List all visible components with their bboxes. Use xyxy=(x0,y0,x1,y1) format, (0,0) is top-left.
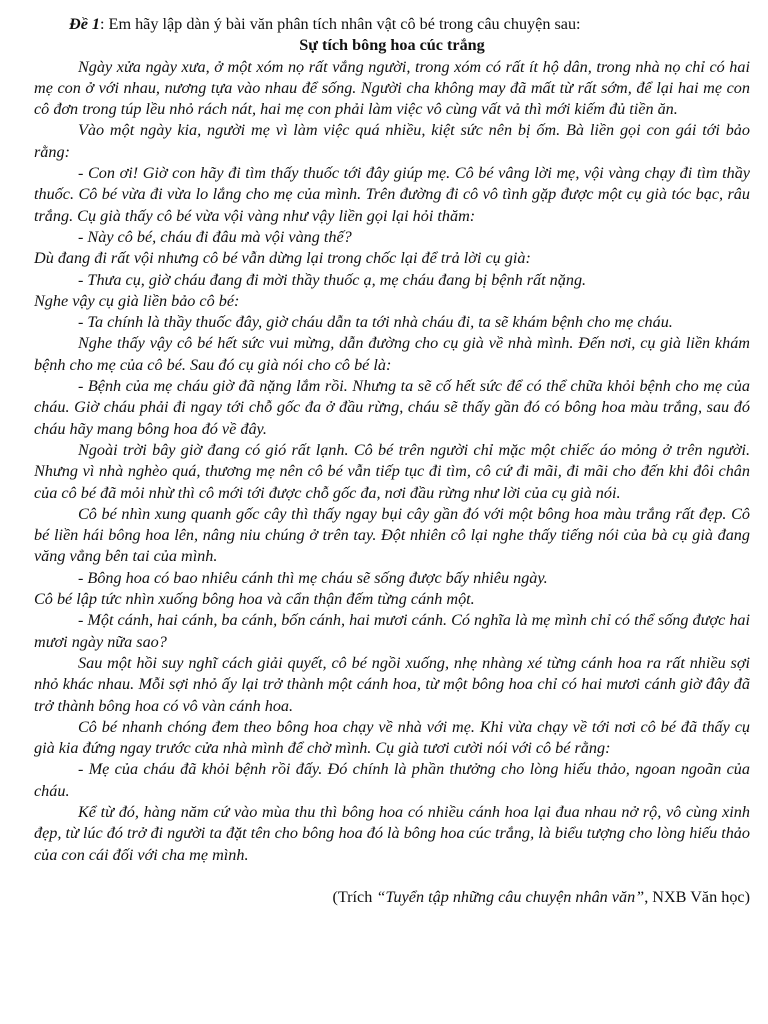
assignment-prompt xyxy=(34,14,750,35)
story-paragraph: - Bông hoa có bao nhiêu cánh thì mẹ cháu sẽ sống được bấy nhiêu ngày. xyxy=(78,568,548,587)
story-paragraph: - Mẹ của cháu đã khỏi bệnh rồi đấy. Đó chính là phần thưởng cho lòng hiếu thảo, ngoan ngoãn của cháu. xyxy=(34,760,750,800)
story-paragraph: Nghe vậy cụ già liền bảo cô bé: xyxy=(34,291,240,310)
story-paragraph: - Ta chính là thầy thuốc đây, giờ cháu dẫn ta tới nhà cháu đi, ta sẽ khám bệnh cho mẹ cháu. xyxy=(78,313,673,332)
story-paragraph: Nghe thấy vậy cô bé hết sức vui mừng, dẫn đường cho cụ già về nhà mình. Đến nơi, cụ già liền khám bệnh cho mẹ của cô bé. Sau đó cụ già nói cho cô bé là: xyxy=(34,334,750,374)
source-prefix: (Trích xyxy=(332,887,377,906)
source-publisher: , NXB Văn học) xyxy=(644,887,750,906)
story-paragraph: - Con ơi! Giờ con hãy đi tìm thấy thuốc tới đây giúp mẹ. Cô bé vâng lời mẹ, vội vàng chạy đi tìm thầy thuốc. Cô bé vừa đi vừa lo lắng cho mẹ của mình. Trên đường đi cô vô tình gặp được một cụ già tóc bạc, râu trắng. Cụ già thấy cô bé vừa vội vàng như vậy liền gọi lại hỏi thăm: xyxy=(34,164,750,225)
story-paragraph: Cô bé nhìn xung quanh gốc cây thì thấy ngay bụi cây gần đó với một bông hoa màu trắng rất đẹp. Cô bé liền hái bông hoa lên, nâng niu chúng ở trên tay. Đột nhiên cô lại nghe thấy tiếng nói của bà cụ già đang văng vẳng bên tai của mình. xyxy=(34,504,750,566)
source-book-title: “Tuyển tập những câu chuyện nhân văn” xyxy=(376,887,645,906)
story-paragraph: - Thưa cụ, giờ cháu đang đi mời thầy thuốc ạ, mẹ cháu đang bị bệnh rất nặng. xyxy=(78,270,587,289)
story-paragraph: Ngày xửa ngày xưa, ở một xóm nọ rất vắng người, trong xóm có rất ít hộ dân, trong nhà nọ chỉ có hai mẹ con ở với nhau, nương tựa vào nhau để sống. Người cha không may đã mất từ rất sớm, để lại hai mẹ con cô đơn trong túp lều nhỏ rách nát, hai mẹ con phải làm việc vô cùng vất vả thì mới kiếm đủ tiền ăn. xyxy=(34,57,750,119)
prompt-text: : Em hãy lập dàn ý bài văn phân tích nhân vật cô bé trong câu chuyện sau: xyxy=(100,15,581,33)
story-title: Sự tích bông hoa cúc trắng xyxy=(299,36,485,55)
prompt-label: Đề 1 xyxy=(69,15,101,33)
story-paragraph: Sau một hồi suy nghĩ cách giải quyết, cô bé ngồi xuống, nhẹ nhàng xé từng cánh hoa ra rất nhiều sợi nhỏ khác nhau. Mỗi sợi nhỏ ấy lại trở thành một cánh hoa, từ một bông hoa chỉ có hai mươi cánh giờ đây đã trở thành bông hoa có vô vàn cánh hoa. xyxy=(34,653,750,715)
story-paragraph: Dù đang đi rất vội nhưng cô bé vẫn dừng lại trong chốc lại để trả lời cụ già: xyxy=(34,249,531,268)
story-paragraph: - Một cánh, hai cánh, ba cánh, bốn cánh, hai mươi cánh. Có nghĩa là mẹ mình chỉ có thể sống được hai mươi ngày nữa sao? xyxy=(34,611,751,651)
story-paragraph: Vào một ngày kia, người mẹ vì làm việc quá nhiều, kiệt sức nên bị ốm. Bà liền gọi con gái tới bảo rằng: xyxy=(34,121,750,161)
story-paragraph: Ngoài trời bây giờ đang có gió rất lạnh. Cô bé trên người chỉ mặc một chiếc áo mỏng ở trên người. Nhưng vì nhà nghèo quá, thương mẹ nên cô bé vẫn tiếp tục đi tìm, cô cứ đi mãi, đi mãi cho đến khi đôi chân của cô bé đã mỏi nhừ thì cô mới tới được chỗ gốc đa, nơi đầu rừng như lời của cụ già nói. xyxy=(34,440,750,502)
source-citation xyxy=(34,887,750,908)
story-paragraph: - Bệnh của mẹ cháu giờ đã nặng lắm rồi. Nhưng ta sẽ cố hết sức để có thể chữa khỏi bệnh cho mẹ của cháu. Giờ cháu phải đi ngay tới chỗ gốc đa ở đầu rừng, cháu sẽ thấy gần đó có bông hoa màu trắng, sau đó cháu hãy mang bông hoa đó về đây. xyxy=(34,377,750,438)
story-paragraph: Kể từ đó, hàng năm cứ vào mùa thu thì bông hoa có nhiều cánh hoa lại đua nhau nở rộ, vô cùng xinh đẹp, từ lúc đó trở đi người ta đặt tên cho bông hoa đó là bông hoa cúc trắng, là biểu tượng cho lòng hiếu thảo của con cái đối với cha mẹ mình. xyxy=(34,802,750,864)
story-paragraph: - Này cô bé, cháu đi đâu mà vội vàng thế? xyxy=(78,227,352,246)
story-paragraph: Cô bé nhanh chóng đem theo bông hoa chạy về nhà với mẹ. Khi vừa chạy về tới nơi cô bé đã thấy cụ già kia đứng ngay trước cửa nhà mình để chờ mình. Cụ già tươi cười nói với cô bé rằng: xyxy=(34,717,750,758)
story-paragraph: Cô bé lập tức nhìn xuống bông hoa và cẩn thận đếm từng cánh một. xyxy=(34,590,475,609)
story-body xyxy=(34,57,750,866)
